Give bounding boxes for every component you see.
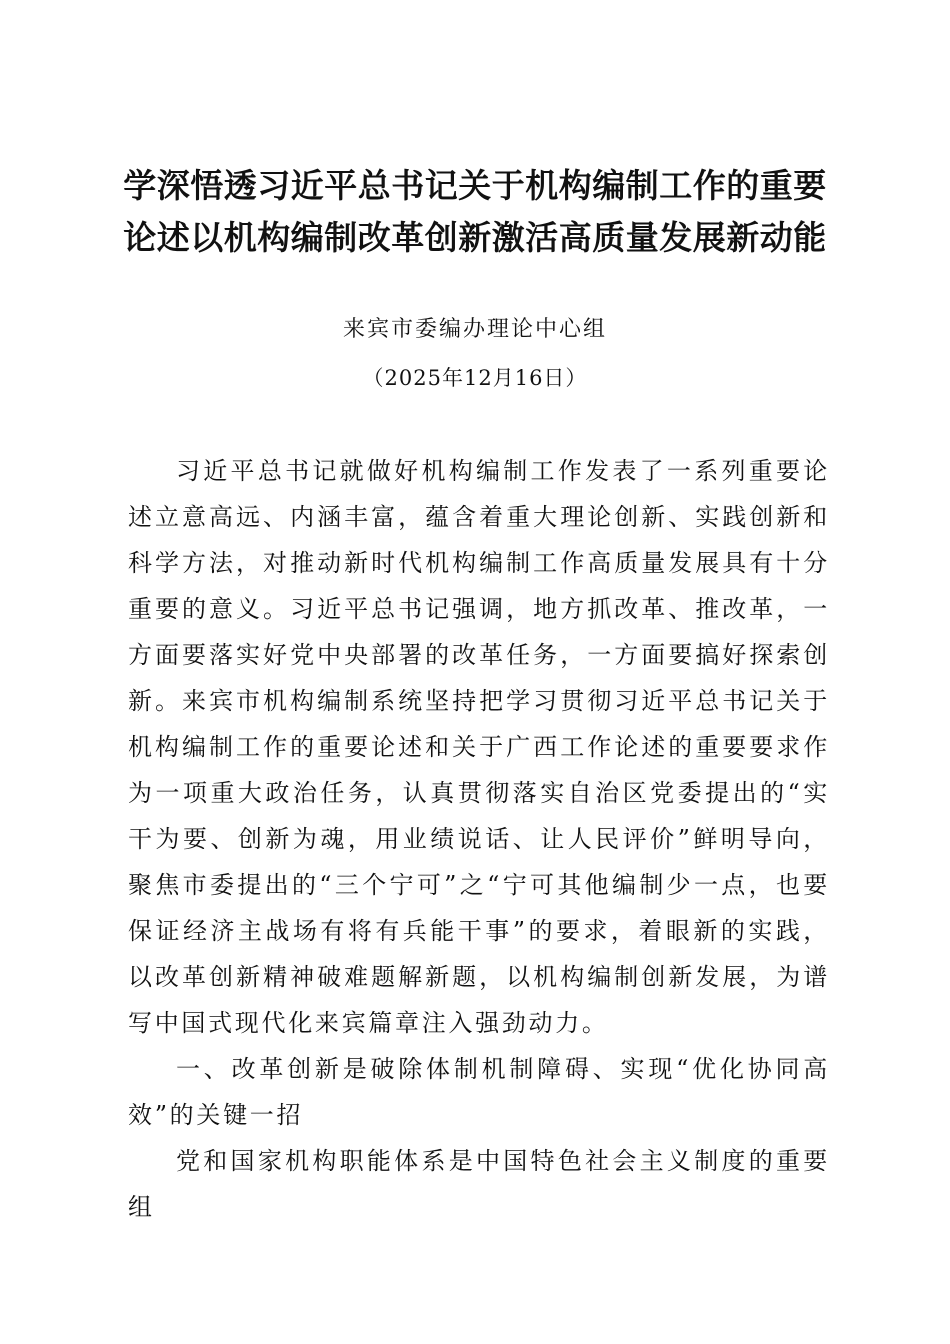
document-author: 来宾市委编办理论中心组: [342, 317, 607, 342]
document-date: （2025年12月16日）: [362, 366, 588, 390]
document-title: 学深悟透习近平总书记关于机构编制工作的重要论述以机构编制改革创新激活高质量发展新动能: [123, 166, 827, 257]
paragraph-section-1: 党和国家机构职能体系是中国特色社会主义制度的重要组: [128, 1147, 830, 1221]
document-body: [128, 448, 830, 1230]
section-heading-1: 一、改革创新是破除体制机制障碍、实现“优化协同高效”的关键一招: [128, 1055, 830, 1129]
paragraph-intro: 习近平总书记就做好机构编制工作发表了一系列重要论述立意高远、内涵丰富，蕴含着重大理论创新、实践创新和科学方法，对推动新时代机构编制工作高质量发展具有十分重要的意义。习近平总书记强调，地方抓改革、推改革，一方面要落实好党中央部署的改革任务，一方面要搞好探索创新。来宾市机构编制系统坚持把学习贯彻习近平总书记关于机构编制工作的重要论述和关于广西工作论述的重要要求作为一项重大政治任务，认真贯彻落实自治区党委提出的“实干为要、创新为魂，用业绩说话、让人民评价”鲜明导向，聚焦市委提出的“三个宁可”之“宁可其他编制少一点，也要保证经济主战场有将有兵能干事”的要求，着眼新的实践，以改革创新精神破难题解新题，以机构编制创新发展，为谱写中国式现代化来宾篇章注入强劲动力。: [128, 457, 830, 1037]
